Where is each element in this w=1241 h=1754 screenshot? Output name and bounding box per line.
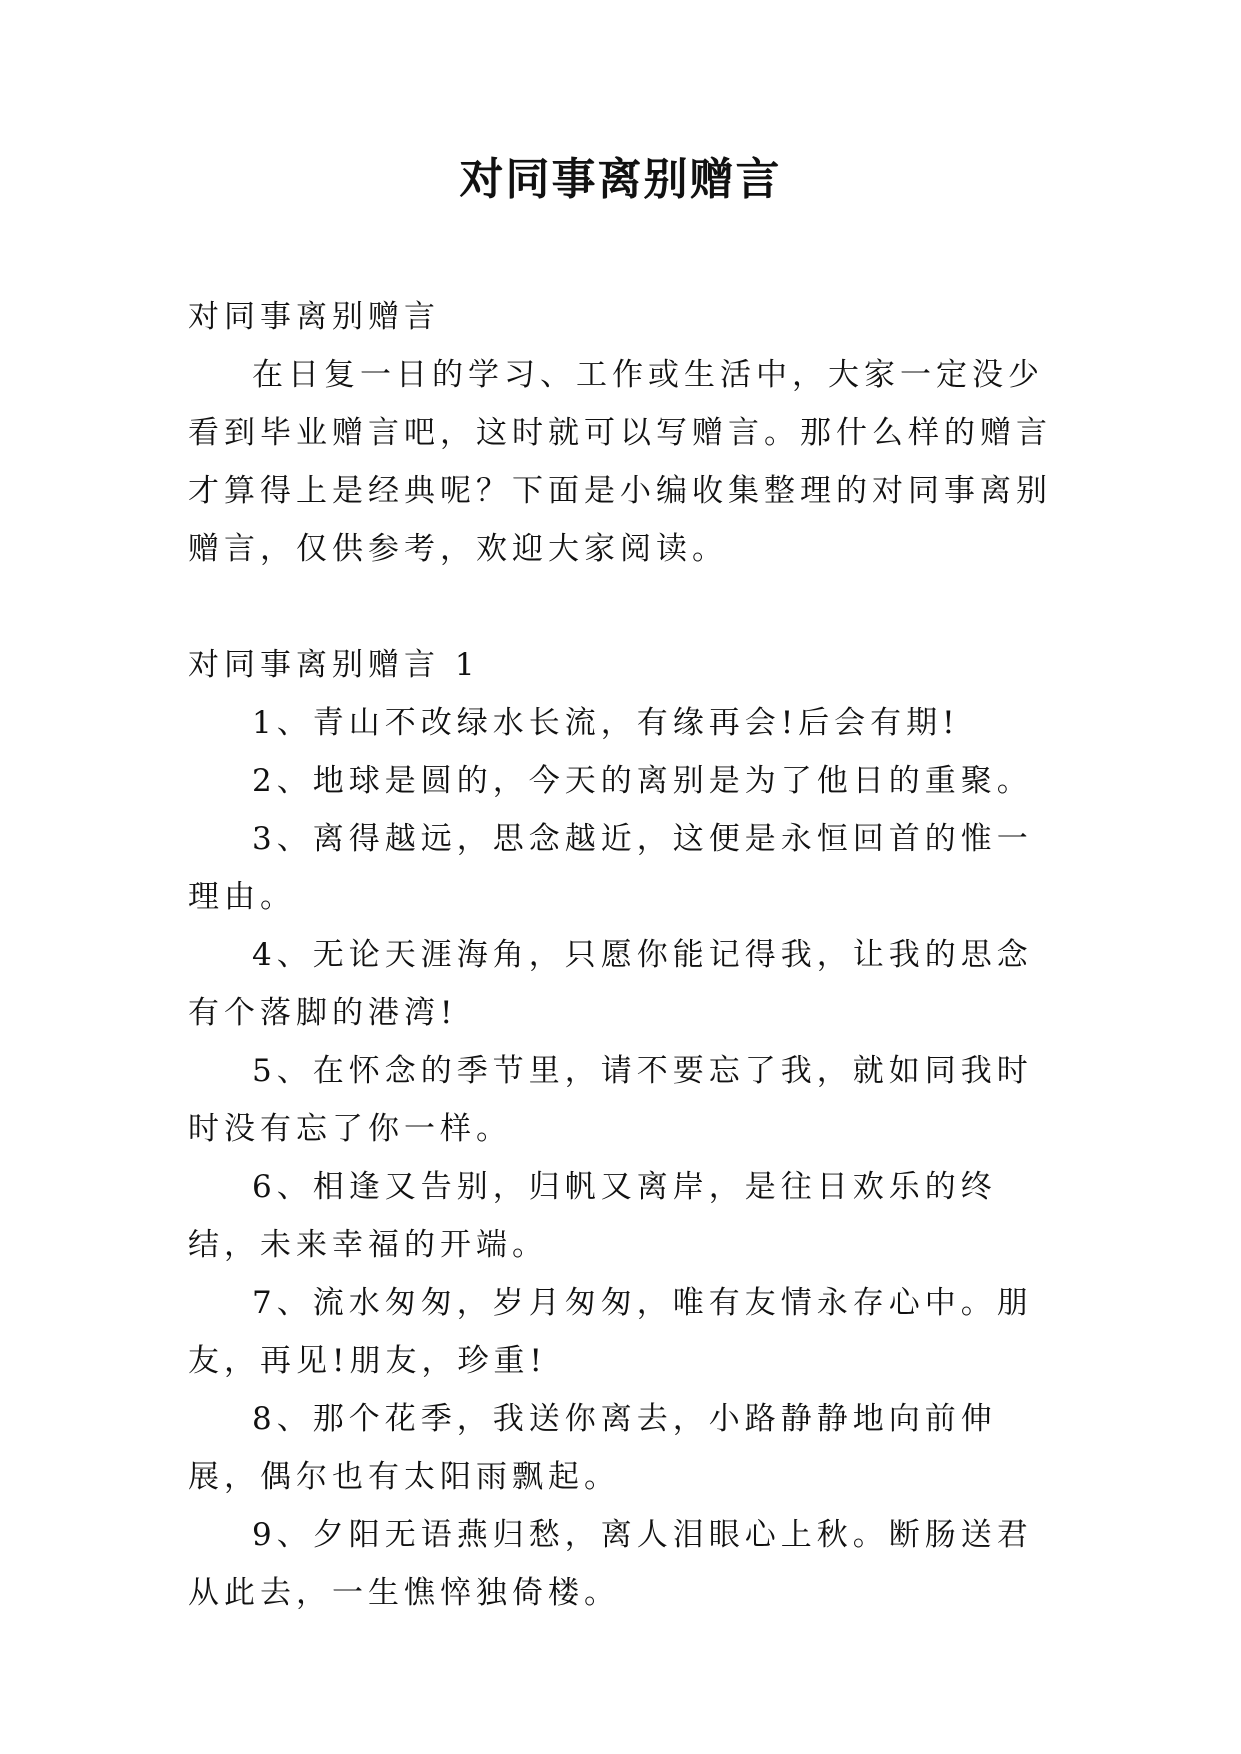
- list-item: 5、在怀念的季节里，请不要忘了我，就如同我时时没有忘了你一样。: [188, 1053, 1033, 1147]
- list-item: 6、相逢又告别，归帆又离岸，是往日欢乐的终结，未来幸福的开端。: [188, 1169, 997, 1263]
- list-item: 7、流水匆匆，岁月匆匆，唯有友情永存心中。朋友，再见!朋友，珍重!: [188, 1285, 1033, 1379]
- section-heading: 对同事离别赠言 1: [188, 647, 480, 683]
- list-item: 8、那个花季，我送你离去，小路静静地向前伸展，偶尔也有太阳雨飘起。: [188, 1401, 997, 1495]
- intro-paragraph: 在日复一日的学习、工作或生活中，大家一定没少看到毕业赠言吧，这时就可以写赠言。那什么样的赠言才算得上是经典呢？下面是小编收集整理的对同事离别赠言，仅供参考，欢迎大家阅读。: [188, 357, 1052, 567]
- list-item: 4、无论天涯海角，只愿你能记得我，让我的思念有个落脚的港湾!: [188, 937, 1033, 1031]
- section-spacer: [188, 578, 1058, 636]
- intro-heading: 对同事离别赠言: [188, 299, 440, 335]
- list-item: 9、夕阳无语燕归愁，离人泪眼心上秋。断肠送君从此去，一生憔悴独倚楼。: [188, 1517, 1033, 1611]
- list-item: 3、离得越远，思念越近，这便是永恒回首的惟一理由。: [188, 821, 1033, 915]
- list-item: 1、青山不改绿水长流，有缘再会!后会有期!: [252, 705, 960, 741]
- list-item: 2、地球是圆的，今天的离别是为了他日的重聚。: [252, 763, 1033, 799]
- document-body: [188, 288, 1058, 1622]
- document-title: 对同事离别赠言: [459, 154, 782, 205]
